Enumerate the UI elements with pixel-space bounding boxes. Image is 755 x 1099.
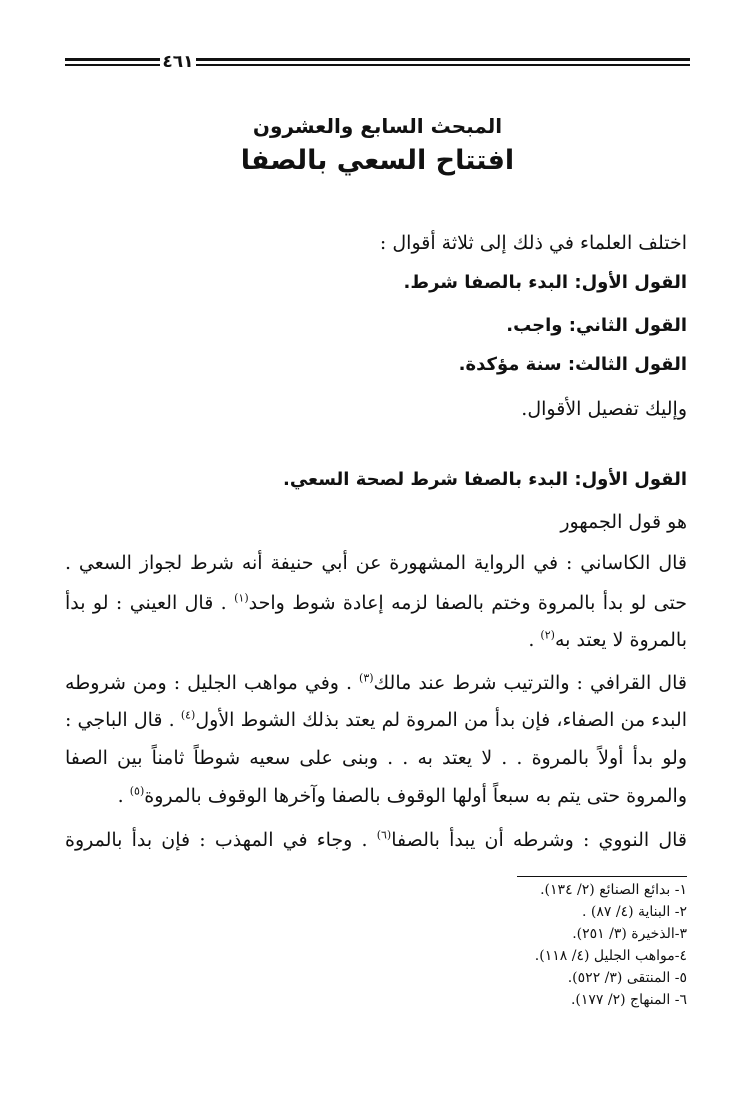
opinion-three: القول الثالث: سنة مؤكدة. bbox=[458, 354, 687, 375]
footnote-ref[interactable]: (٣) bbox=[359, 671, 374, 685]
header-rule-left bbox=[65, 56, 160, 70]
paragraph-text: . قال العيني : لو بدأ bbox=[65, 592, 227, 614]
details-intro: وإليك تفصيل الأقوال. bbox=[521, 398, 687, 420]
paragraph-text: قال النووي : وشرطه أن يبدأ بالصفا bbox=[391, 829, 687, 851]
paragraph-text: حتى لو بدأ بالمروة وختم بالصفا لزمه إعادة شوط واحد bbox=[248, 592, 688, 614]
footnote-ref[interactable]: (٤) bbox=[180, 708, 196, 722]
paragraph-text: بالمروة لا يعتد به bbox=[554, 629, 687, 651]
paragraph-text: قال القرافي : والترتيب شرط عند مالك bbox=[373, 672, 687, 694]
footnote-item: ١- بدائع الصنائع (٢/ ١٣٤). bbox=[540, 882, 687, 898]
footnote-item: ٤-مواهب الجليل (٤/ ١١٨). bbox=[534, 948, 687, 964]
section-subtitle: المبحث السابع والعشرون bbox=[252, 114, 503, 138]
footnote-ref[interactable]: (١) bbox=[234, 591, 249, 605]
paragraph-line bbox=[65, 625, 687, 655]
paragraph-line bbox=[65, 825, 687, 855]
paragraph-text: . bbox=[528, 629, 535, 651]
paragraph-line bbox=[65, 781, 687, 811]
paragraph-line: قال الكاساني : في الرواية المشهورة عن أبي حنيفة أنه شرط لجواز السعي . bbox=[65, 552, 687, 574]
paragraph-text: . وفي مواهب الجليل : ومن شروطه bbox=[65, 672, 353, 694]
paragraph-line: هو قول الجمهور bbox=[560, 511, 687, 533]
footnote-item: ٥- المنتقى (٣/ ٥٢٢). bbox=[567, 970, 687, 986]
footnote-item: ٢- البناية (٤/ ٨٧) . bbox=[581, 904, 687, 920]
opinion-two: القول الثاني: واجب. bbox=[506, 315, 687, 336]
paragraph-text: والمروة حتى يتم به سبعاً أولها الوقوف بالصفا وآخرها الوقوف بالمروة bbox=[144, 785, 687, 807]
paragraph-text: . قال الباجي : bbox=[65, 709, 175, 731]
paragraph-line bbox=[65, 668, 687, 698]
paragraph-text: . وجاء في المهذب : فإن بدأ بالمروة bbox=[65, 829, 368, 851]
page-number: ٤٦١ bbox=[162, 52, 194, 72]
footnote-item: ٦- المنهاج (٢/ ١٧٧). bbox=[570, 992, 687, 1008]
paragraph-line bbox=[65, 588, 687, 618]
footnote-ref[interactable]: (٥) bbox=[129, 784, 145, 798]
footnote-item: ٣-الذخيرة (٣/ ٢٥١). bbox=[572, 926, 687, 942]
paragraph-line bbox=[65, 705, 687, 735]
footnote-divider bbox=[517, 876, 687, 877]
paragraph-text: . bbox=[117, 785, 124, 807]
footnote-ref[interactable]: (٦) bbox=[376, 828, 392, 842]
paragraph-text: البدء من الصفاء، فإن بدأ من المروة لم يعتد بذلك الشوط الأول bbox=[195, 709, 687, 731]
opinion-one: القول الأول: البدء بالصفا شرط. bbox=[403, 272, 687, 293]
section-one-heading: القول الأول: البدء بالصفا شرط لصحة السعي. bbox=[283, 469, 687, 490]
intro-line: اختلف العلماء في ذلك إلى ثلاثة أقوال : bbox=[379, 232, 687, 254]
footnote-ref[interactable]: (٢) bbox=[540, 628, 555, 642]
header-rule-right bbox=[196, 56, 690, 70]
section-title: افتتاح السعي بالصفا bbox=[240, 145, 515, 176]
paragraph-line: ولو بدأ أولاً بالمروة . . لا يعتد به . . وبنى على سعيه شوطاً ثامناً بين الصفا bbox=[65, 747, 687, 769]
